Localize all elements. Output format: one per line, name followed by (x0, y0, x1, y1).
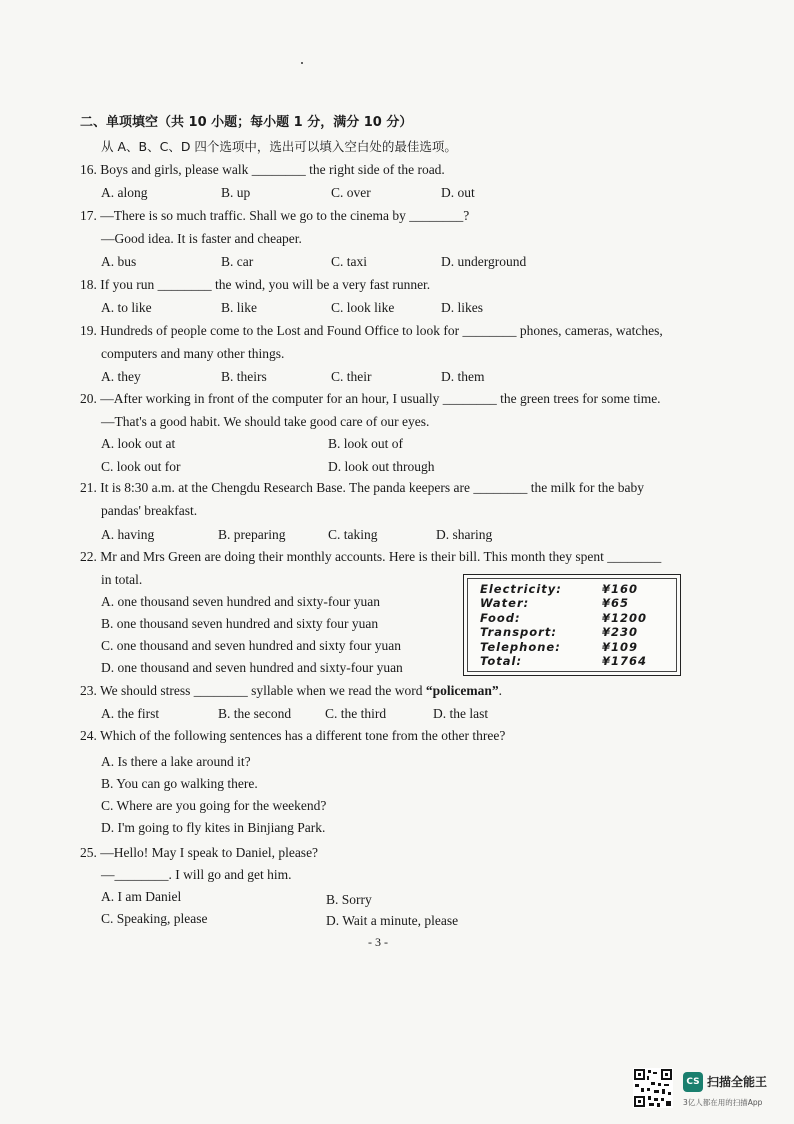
section-instruction: 从 A、B、C、D 四个选项中，选出可以填入空白处的最佳选项。 (101, 139, 457, 154)
question-22-option-d: D. one thousand and seven hundred and sixty-four yuan (101, 660, 403, 675)
bill-row-total (480, 654, 670, 668)
question-21-option-a: A. having (101, 527, 155, 542)
question-18-option-c: C. look like (331, 300, 395, 315)
qr-code-icon (633, 1068, 673, 1108)
scan-speck (301, 62, 303, 64)
question-16-option-c: C. over (331, 185, 371, 200)
question-21-stem: 21. It is 8:30 a.m. at the Chengdu Research Base. The panda keepers are ________ the milk for the baby (80, 480, 644, 495)
bill-row-food (480, 611, 670, 625)
bill-label: Transport: (480, 625, 557, 639)
question-20-reply: —That's a good habit. We should take good care of our eyes. (101, 414, 430, 429)
question-18-option-a: A. to like (101, 300, 152, 315)
question-25-stem: 25. —Hello! May I speak to Daniel, please? (80, 845, 319, 860)
question-17-stem: 17. —There is so much traffic. Shall we go to the cinema by ________? (80, 208, 470, 223)
question-21-option-d: D. sharing (436, 527, 493, 542)
question-17-option-d: D. underground (441, 254, 527, 269)
question-21-option-b: B. preparing (218, 527, 286, 542)
question-23-option-b: B. the second (218, 706, 292, 721)
question-25-option-c: C. Speaking, please (101, 911, 208, 926)
bill-value: ¥109 (602, 640, 639, 654)
question-17-option-a: A. bus (101, 254, 137, 269)
camscanner-logo-icon: CS (683, 1072, 703, 1092)
bill-label: Electricity: (480, 582, 562, 596)
question-20-option-c: C. look out for (101, 459, 181, 474)
question-16-stem: 16. Boys and girls, please walk ________ the right side of the road. (80, 162, 445, 177)
question-24-option-a: A. Is there a lake around it? (101, 754, 251, 769)
bill-row-electricity (480, 582, 670, 596)
question-25-reply: —________. I will go and get him. (101, 867, 292, 882)
question-20-option-b: B. look out of (328, 436, 404, 451)
bill-label: Total: (480, 654, 523, 668)
bill-value: ¥230 (602, 625, 639, 639)
bill-row-water (480, 596, 670, 610)
question-23-stem (80, 683, 502, 699)
question-22-option-c: C. one thousand and seven hundred and sixty four yuan (101, 638, 401, 653)
question-22-option-a: A. one thousand seven hundred and sixty-four yuan (101, 594, 380, 609)
bill-value: ¥160 (602, 582, 639, 596)
bill-value: ¥65 (602, 596, 630, 610)
question-23-stem-text: 23. We should stress ________ syllable when we read the word (80, 683, 426, 698)
question-23-option-d: D. the last (433, 706, 489, 721)
bill-box (463, 574, 681, 676)
question-20-option-a: A. look out at (101, 436, 176, 451)
question-19-option-a: A. they (101, 369, 141, 384)
question-17-option-c: C. taxi (331, 254, 367, 269)
section-title: 二、单项填空（共 10 小题；每小题 1 分，满分 10 分） (80, 115, 413, 130)
bill-label: Telephone: (480, 640, 561, 654)
question-18-option-d: D. likes (441, 300, 483, 315)
question-23-option-a: A. the first (101, 706, 160, 721)
question-19-option-b: B. theirs (221, 369, 267, 384)
bill-label: Food: (480, 611, 521, 625)
question-21-option-c: C. taking (328, 527, 378, 542)
question-22-option-b: B. one thousand seven hundred and sixty four yuan (101, 616, 379, 631)
question-25-option-a: A. I am Daniel (101, 889, 182, 904)
question-19-option-d: D. them (441, 369, 485, 384)
page-number: - 3 - (368, 935, 388, 949)
question-23-keyword: “policeman” (425, 683, 499, 698)
scanner-watermark (633, 1068, 783, 1112)
question-19-stem: 19. Hundreds of people come to the Lost and Found Office to look for ________ phones, cameras, watches, (80, 323, 663, 338)
question-20-stem: 20. —After working in front of the computer for an hour, I usually ________ the green trees for some time. (80, 391, 661, 406)
bill-value: ¥1200 (602, 611, 648, 625)
question-24-option-b: B. You can go walking there. (101, 776, 258, 791)
question-19-stem-cont: computers and many other things. (101, 346, 285, 361)
question-20-option-d: D. look out through (328, 459, 435, 474)
question-16-option-d: D. out (441, 185, 475, 200)
question-25-option-d: D. Wait a minute, please (326, 913, 459, 928)
question-22-stem: 22. Mr and Mrs Green are doing their monthly accounts. Here is their bill. This month they spent ________ (80, 549, 662, 564)
question-18-stem: 18. If you run ________ the wind, you will be a very fast runner. (80, 277, 431, 292)
bill-row-transport (480, 625, 670, 639)
question-16-option-a: A. along (101, 185, 148, 200)
question-19-option-c: C. their (331, 369, 372, 384)
question-21-stem-cont: pandas' breakfast. (101, 503, 198, 518)
question-17-option-b: B. car (221, 254, 254, 269)
bill-row-telephone (480, 640, 670, 654)
question-16-option-b: B. up (221, 185, 251, 200)
bill-value: ¥1764 (602, 654, 648, 668)
question-22-stem-cont: in total. (101, 572, 143, 587)
question-18-option-b: B. like (221, 300, 257, 315)
question-24-option-c: C. Where are you going for the weekend? (101, 798, 327, 813)
question-17-reply: —Good idea. It is faster and cheaper. (101, 231, 302, 246)
question-24-option-d: D. I'm going to fly kites in Binjiang Park. (101, 820, 326, 835)
question-23-option-c: C. the third (325, 706, 387, 721)
question-23-stem-end: . (498, 683, 502, 698)
question-24-stem: 24. Which of the following sentences has a different tone from the other three? (80, 728, 506, 743)
brand-name: 扫描全能王 (707, 1075, 768, 1089)
bill-label: Water: (480, 596, 530, 610)
brand-tagline: 3亿人都在用的扫描App (683, 1098, 763, 1107)
question-25-option-b: B. Sorry (326, 892, 372, 907)
